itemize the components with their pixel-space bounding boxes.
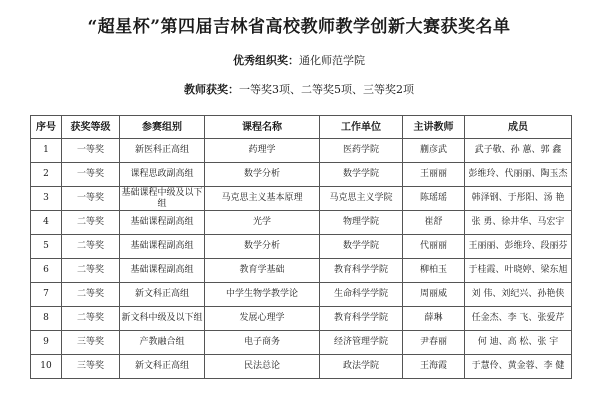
lead-teacher-cell: 薛琳 (403, 307, 465, 331)
awards-table (30, 115, 572, 379)
rank-cell: 4 (31, 211, 62, 235)
members-cell: 任金杰、李 飞、张爱芹 (465, 307, 572, 331)
teacher-award-value: 一等奖3项、二等奖5项、三等奖2项 (239, 83, 414, 96)
page-title: “超星杯”第四届吉林省高校教师教学创新大赛获奖名单 (87, 17, 511, 37)
course-cell: 教育学基础 (205, 259, 320, 283)
rank-cell: 9 (31, 331, 62, 355)
teacher-award-label: 教师获奖： (184, 83, 239, 96)
award-level-cell: 二等奖 (62, 211, 120, 235)
organization-award-line (0, 52, 598, 68)
lead-teacher-cell: 柳柏玉 (403, 259, 465, 283)
members-cell: 于慧伶、黄金蓉、李 健 (465, 355, 572, 379)
lead-teacher-cell: 尹春丽 (403, 331, 465, 355)
award-level-cell: 一等奖 (62, 163, 120, 187)
course-cell: 光学 (205, 211, 320, 235)
members-cell: 彭维玲、代丽丽、陶玉杰 (465, 163, 572, 187)
award-level-cell: 三等奖 (62, 355, 120, 379)
rank-cell: 1 (31, 139, 62, 163)
award-level-cell: 二等奖 (62, 283, 120, 307)
course-cell: 电子商务 (205, 331, 320, 355)
unit-cell: 经济管理学院 (320, 331, 403, 355)
course-cell: 发展心理学 (205, 307, 320, 331)
table-row (31, 307, 572, 331)
table-row (31, 139, 572, 163)
rank-cell: 5 (31, 235, 62, 259)
unit-cell: 生命科学学院 (320, 283, 403, 307)
lead-teacher-cell: 崔舒 (403, 211, 465, 235)
table-row (31, 187, 572, 211)
members-cell: 韩泽钢、于彤阳、汤 艳 (465, 187, 572, 211)
rank-cell: 2 (31, 163, 62, 187)
members-cell: 刘 伟、刘纪兴、孙艳侠 (465, 283, 572, 307)
table-body (31, 139, 572, 379)
unit-cell: 医药学院 (320, 139, 403, 163)
group-cell: 基础课程中级及以下组 (121, 187, 203, 209)
rank-cell: 8 (31, 307, 62, 331)
rank-cell: 7 (31, 283, 62, 307)
group-cell: 新医科正高组 (120, 139, 205, 163)
group-cell: 产教融合组 (120, 331, 205, 355)
award-level-cell: 二等奖 (62, 235, 120, 259)
course-cell: 药理学 (205, 139, 320, 163)
lead-teacher-cell: 陈瑶瑶 (403, 187, 465, 211)
group-cell: 新文科中级及以下组 (120, 307, 205, 331)
column-header: 获奖等级 (62, 116, 120, 139)
lead-teacher-cell: 蒯彦武 (403, 139, 465, 163)
organization-award-label: 优秀组织奖： (233, 54, 299, 67)
rank-cell: 10 (31, 355, 62, 379)
group-cell: 基础课程副高组 (120, 235, 205, 259)
table-row (31, 355, 572, 379)
table-row (31, 331, 572, 355)
column-header: 序号 (31, 116, 62, 139)
rank-cell: 6 (31, 259, 62, 283)
members-cell: 于桂霞、叶晓婷、梁东旭 (465, 259, 572, 283)
column-header: 课程名称 (205, 116, 320, 139)
unit-cell: 教育科学学院 (320, 307, 403, 331)
table-row (31, 211, 572, 235)
teacher-award-line (0, 81, 598, 97)
column-header: 成员 (465, 116, 572, 139)
group-cell: 基础课程副高组 (120, 259, 205, 283)
course-cell: 民法总论 (205, 355, 320, 379)
award-level-cell: 一等奖 (62, 139, 120, 163)
column-header: 主讲教师 (403, 116, 465, 139)
lead-teacher-cell: 王海霞 (403, 355, 465, 379)
organization-award-value: 通化师范学院 (299, 54, 365, 67)
unit-cell: 教育科学学院 (320, 259, 403, 283)
lead-teacher-cell: 王丽丽 (403, 163, 465, 187)
course-cell: 数学分析 (205, 163, 320, 187)
members-cell: 王丽丽、彭维玲、段丽芬 (465, 235, 572, 259)
award-level-cell: 一等奖 (62, 187, 120, 211)
group-cell: 新文科正高组 (120, 355, 205, 379)
award-level-cell: 二等奖 (62, 259, 120, 283)
members-cell: 武子敬、孙 蕙、郭 鑫 (465, 139, 572, 163)
table-row (31, 163, 572, 187)
unit-cell: 政法学院 (320, 355, 403, 379)
members-cell: 张 勇、徐井华、马宏宇 (465, 211, 572, 235)
members-cell: 何 迪、高 松、张 宇 (465, 331, 572, 355)
table-row (31, 259, 572, 283)
table-row (31, 283, 572, 307)
unit-cell: 数学学院 (320, 235, 403, 259)
lead-teacher-cell: 周丽威 (403, 283, 465, 307)
column-header: 参赛组别 (120, 116, 205, 139)
award-level-cell: 三等奖 (62, 331, 120, 355)
course-cell: 马克思主义基本原理 (205, 187, 320, 211)
award-level-cell: 二等奖 (62, 307, 120, 331)
group-cell: 课程思政副高组 (120, 163, 205, 187)
course-cell: 中学生物学教学论 (205, 283, 320, 307)
unit-cell: 物理学院 (320, 211, 403, 235)
rank-cell: 3 (31, 187, 62, 211)
table-row (31, 235, 572, 259)
course-cell: 数学分析 (205, 235, 320, 259)
lead-teacher-cell: 代丽丽 (403, 235, 465, 259)
group-cell: 新文科正高组 (120, 283, 205, 307)
table-header-row (31, 116, 572, 139)
unit-cell: 马克思主义学院 (320, 187, 403, 211)
unit-cell: 数学学院 (320, 163, 403, 187)
group-cell: 基础课程副高组 (120, 211, 205, 235)
column-header: 工作单位 (320, 116, 403, 139)
